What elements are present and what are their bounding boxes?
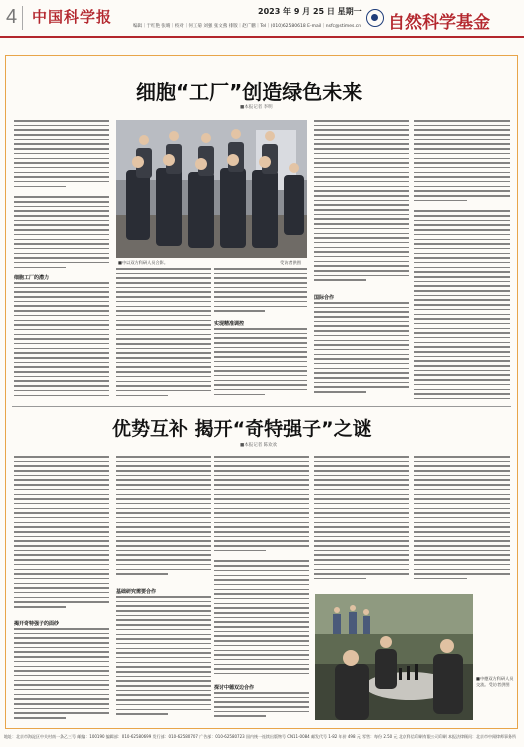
date-line: 2023 年 9 月 25 日 星期一 xyxy=(258,7,362,16)
nsfc-logo-icon xyxy=(366,9,384,27)
article1-subhead-1: 细胞工厂的潜力 xyxy=(14,275,50,281)
article2-col3-top xyxy=(214,456,309,678)
article2-subhead-2: 基础研究需要合作 xyxy=(116,589,157,595)
article1-col2 xyxy=(116,268,211,400)
article2-col5 xyxy=(414,456,510,590)
article1-col5 xyxy=(414,120,510,400)
article1-col4-top xyxy=(314,120,409,288)
article2-col1-bottom xyxy=(14,628,109,724)
article2-col3-bottom xyxy=(214,692,309,724)
article2-photo-caption: ■中德双方科研人员交流。受访者供图 xyxy=(476,676,514,687)
article2-photo xyxy=(315,594,473,720)
article2-byline: ■本报记者 陈欢欢 xyxy=(240,443,278,448)
article1-col4-bottom xyxy=(314,302,409,400)
header-divider xyxy=(22,6,23,30)
article1-col1-bottom xyxy=(14,282,109,400)
article1-headline: 细胞“工厂”创造绿色未来 xyxy=(136,80,363,104)
article1-subhead-2: 国际合作 xyxy=(314,295,335,301)
article2-col1-top xyxy=(14,456,109,616)
article1-col1-top xyxy=(14,120,109,270)
article2-col2-top xyxy=(116,456,211,584)
article1-photo xyxy=(116,120,307,258)
page-number: 4 xyxy=(6,6,18,28)
footer-info: 地址：北京市海淀区中关村南一条乙三号 邮编：100190 编辑部：010-62580699 发行部：010-62580707 广告部：010-62580723 国内统一连续出版物号 CN11-0084 邮发代号 1-82 年价 498 元 零售：每份 2.50 元 北京科信印刷有限公司印刷 本报法律顾问：北京市中闻律师事务所 xyxy=(4,734,517,739)
article2-col4 xyxy=(314,456,409,590)
article1-col3-bottom xyxy=(214,328,307,400)
article1-subhead-3: 实现精准调控 xyxy=(214,321,245,327)
article2-subhead-1: 揭开奇特强子的面纱 xyxy=(14,621,60,627)
paper-name: 中国科学报 xyxy=(32,8,113,26)
editor-info: 编辑｜于红艳 张晴｜校对｜何工菊 刘强 张文燕 排版｜赵广鹏｜Tel｜(010)62580618 E-mail｜nsfc@stimes.cn xyxy=(133,24,362,29)
article2-col2-bottom xyxy=(116,596,211,724)
group-photo-image xyxy=(116,120,307,258)
article2-headline: 优势互补 揭开“奇特强子”之谜 xyxy=(112,418,372,440)
article1-photo-caption: ■中以双方科研人员合影。 xyxy=(118,260,169,265)
article-divider xyxy=(12,406,511,407)
masthead xyxy=(0,0,524,38)
article1-photo-credit: 受访者供图 xyxy=(280,260,301,265)
section-title: 自然科学基金 xyxy=(388,13,490,33)
article1-col3-top xyxy=(214,268,307,316)
article1-byline: ■本报记者 李明 xyxy=(240,105,273,110)
meeting-photo-image xyxy=(315,594,473,720)
article2-subhead-3: 探讨中德双边合作 xyxy=(214,685,255,691)
